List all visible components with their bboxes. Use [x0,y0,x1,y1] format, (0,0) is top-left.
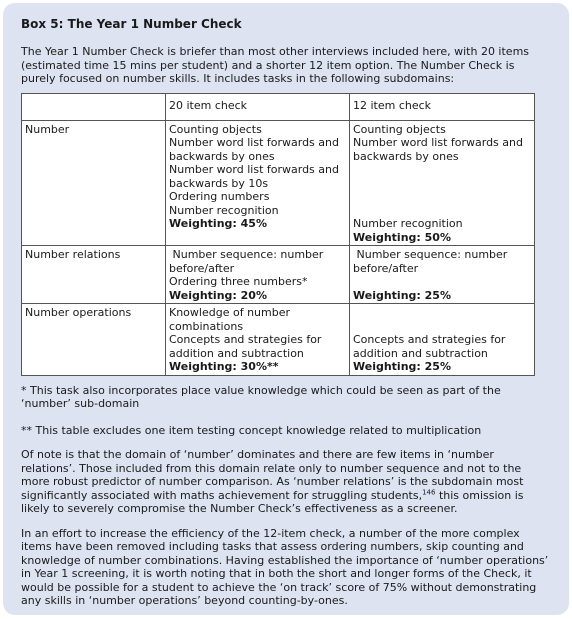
item-text: Number word list forwards and backwards by 10s [169,163,343,190]
spacer [353,306,531,333]
box-title: Box 5: The Year 1 Number Check [21,17,242,31]
weighting-text: Weighting: 45% [169,217,267,230]
table-row [22,120,535,246]
subdomain-cell: Number [22,120,166,246]
item-text: Number recognition [353,217,463,230]
intro-paragraph: The Year 1 Number Check is briefer than most other interviews included here, with 20 items (estimated time 15 mins per student) and a shorter 12 item option. The Number Check is purely focused on number skills. It includes tasks in the following subdomains: [21,45,530,85]
subdomain-cell: Number relations [22,246,166,304]
header-cell-12-item: 12 item check [350,93,535,120]
table-row [22,246,535,304]
subdomain-cell: Number operations [22,304,166,376]
footnote-multiplication: ** This table excludes one item testing concept knowledge related to multiplication [21,423,482,437]
item-list-cell [350,120,535,246]
item-text: Concepts and strategies for addition and subtraction [169,333,325,360]
item-text: Counting objects [353,122,446,136]
weighting-text: Weighting: 20% [169,288,267,302]
table-row [22,304,535,376]
item-text: Knowledge of number combinations [169,306,294,333]
item-list-cell [350,304,535,376]
table-header-row [22,93,535,120]
subdomain-table [21,93,535,376]
item-text: Counting objects [169,122,262,136]
spacer [353,275,531,289]
item-text: Number sequence: number before/after [353,248,511,275]
reference-superscript: 146 [422,487,436,496]
footnote-place-value: * This task also incorporates place value knowledge which could be seen as part of the ‘number’ sub-domain [21,383,501,410]
paragraph-text: this omission is likely to severely compromise the Number Check’s effectiveness as a screener. [21,488,524,515]
item-text: Number sequence: number before/after [169,248,327,275]
header-cell-20-item: 20 item check [166,93,350,120]
item-text: Number recognition [169,203,279,217]
spacer [353,163,531,217]
item-text: Ordering numbers [169,190,270,203]
item-text: Number word list forwards and backwards by ones [169,136,343,163]
weighting-text: Weighting: 30%** [169,360,279,373]
analysis-paragraph-2: In an effort to increase the efficiency of the 12-item check, a number of the more complex items have been removed including tasks that assess ordering numbers, skip counting and knowledge of number combinations. Having established the importance of ‘number operations’ in Year 1 screening, it is worth noting that in both the short and longer forms of the Check, it would be possible for a student to achieve the ‘on track’ score of 75% without demonstrating any skills in ‘number operations’ beyond counting-by-ones. [21,526,549,607]
item-list-cell [166,120,350,246]
header-cell-empty [22,93,166,120]
item-list-cell [166,304,350,376]
info-box [3,3,569,615]
item-text: Number word list forwards and backwards by ones [353,136,527,163]
item-list-cell [166,246,350,304]
weighting-text: Weighting: 50% [353,230,451,244]
weighting-text: Weighting: 25% [353,360,451,373]
weighting-text: Weighting: 25% [353,288,451,302]
item-list-cell [350,246,535,304]
analysis-paragraph-1 [21,448,551,516]
item-text: Ordering three numbers* [169,275,308,288]
item-text: Concepts and strategies for addition and subtraction [353,333,509,360]
paragraph-text: Of note is that the domain of ‘number’ dominates and there are few items in ‘number relations’. Those included from this domain relate only to number sequence and not to the more robust predictor of number comparison. As ‘number relations’ is the subdomain most significantly associated with maths achievement for struggling students, [21,448,524,502]
